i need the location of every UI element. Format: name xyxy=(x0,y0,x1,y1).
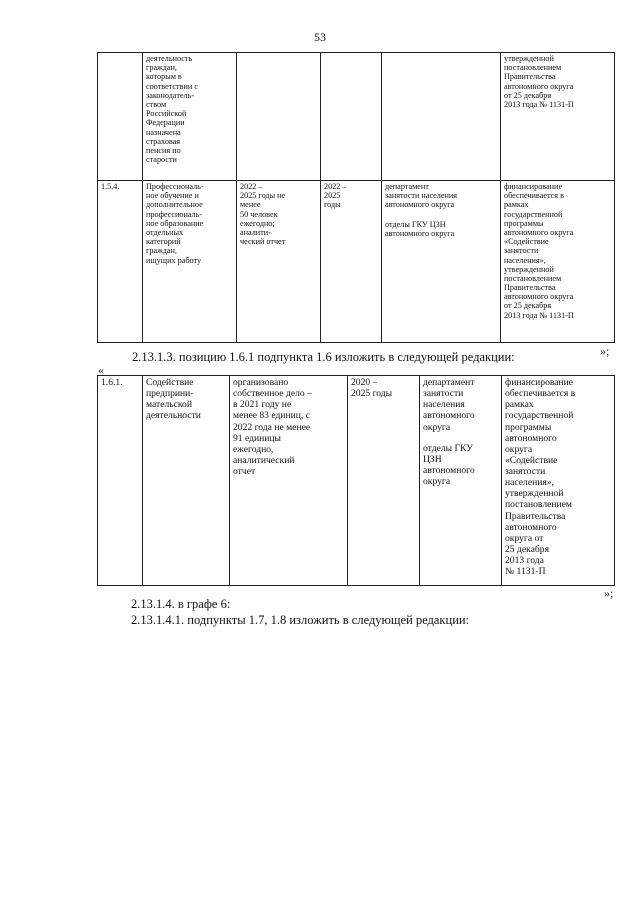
closing-quote-mark: »; xyxy=(604,586,614,600)
paragraph-2-13-1-4: 2.13.1.4. в графе 6: xyxy=(131,597,231,611)
executor-offices: отделы ГКУ ЦЗН автономного округа xyxy=(423,442,475,487)
page-number: 53 xyxy=(314,30,326,44)
executor-offices: отделы ГКУ ЦЗН автономного округа xyxy=(385,219,455,238)
cell-executor xyxy=(420,376,502,586)
table-row xyxy=(98,53,615,181)
cell-funding: финансирование обеспечивается в рамках государственной программы автономного округа «Содействие занятости населения», утвержденной постановлением Правительства автономного округа от 25 декабря 2013 года № 1131-П xyxy=(501,181,615,343)
executor-department: департамент занятости населения автономного округа xyxy=(423,377,475,433)
paragraph-2-13-1-4-1: 2.13.1.4.1. подпункты 1.7, 1.8 изложить в следующей редакции: xyxy=(131,613,470,627)
closing-quote-mark: »; xyxy=(600,344,610,358)
opening-quote-mark: « xyxy=(98,363,104,377)
cell-indicator: организовано собственное дело – в 2021 году не менее 83 единиц, с 2022 года не менее 91 единицы ежегодно, аналитический отчет xyxy=(230,376,348,586)
cell-activity: Содействие предприни- мательской деятельности xyxy=(143,376,230,586)
cell-number: 1.6.1. xyxy=(98,376,143,586)
cell-number xyxy=(98,53,143,181)
cell-activity: деятельность граждан, которым в соответствии с законодатель- ством Российской Федерации назначена страховая пенсия по старости xyxy=(143,53,237,181)
cell-funding: утвержденной постановлением Правительства автономного округа от 25 декабря 2013 года № 1131-П xyxy=(501,53,615,181)
cell-period xyxy=(321,53,382,181)
cell-period: 2020 – 2025 годы xyxy=(348,376,420,586)
cell-activity: Профессиональ- ное обучение и дополнительное профессиональ- ное образование отдельных категорий граждан, ищущих работу xyxy=(143,181,237,343)
cell-executor xyxy=(382,181,501,343)
paragraph-2-13-1-3: 2.13.1.3. позицию 1.6.1 подпункта 1.6 изложить в следующей редакции: xyxy=(132,350,515,364)
executor-department: департамент занятости населения автономного округа xyxy=(385,182,458,210)
cell-funding: финансирование обеспечивается в рамках государственной программы автономного округа «Содействие занятости населения», утвержденной постановлением Правительства автономного округа от 25 декабря 2013 года № 1131-П xyxy=(502,376,615,586)
table-position-1-6-1 xyxy=(97,375,615,586)
cell-executor xyxy=(382,53,501,181)
table-row xyxy=(98,376,615,586)
cell-period: 2022 – 2025 годы xyxy=(321,181,382,343)
cell-indicator xyxy=(237,53,321,181)
cell-number: 1.5.4. xyxy=(98,181,143,343)
table-row xyxy=(98,181,615,343)
table-continuation xyxy=(97,52,615,343)
cell-indicator: 2022 – 2025 годы не менее 50 человек ежегодно; аналити- ческий отчет xyxy=(237,181,321,343)
